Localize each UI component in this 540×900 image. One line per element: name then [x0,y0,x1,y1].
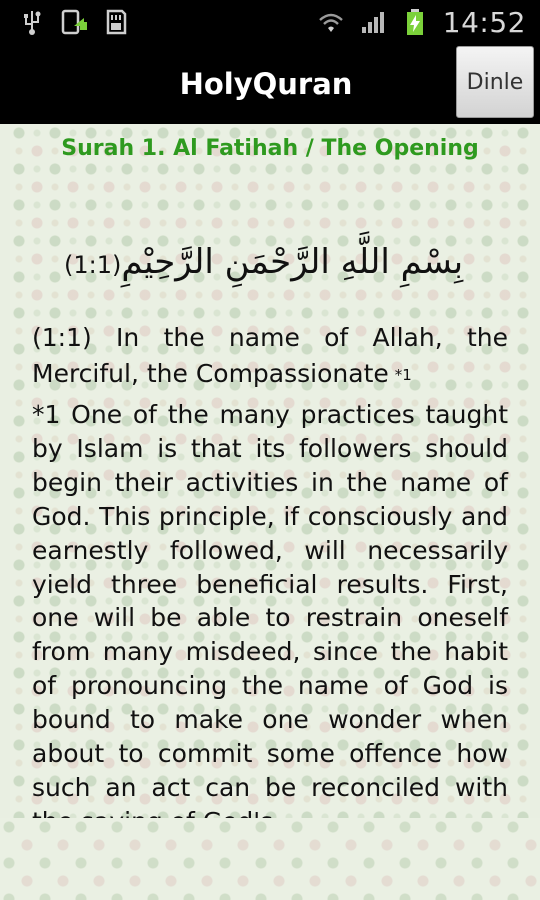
system-status [317,6,526,39]
arabic-verse-text: بِسْمِ اللَّهِ الرَّحْمَنِ الرَّحِيْمِ [121,242,464,282]
reading-pane[interactable] [10,124,530,900]
verse-number: (1:1) [64,251,122,279]
footnote-reference[interactable]: *1 [394,366,412,384]
commentary-text: *1 One of the many practices taught by Islam is that its followers should begin their activities in the name of God. This principle, if consciously and earnestly followed, will necessarily yield three beneficial results. First, one will be able to restrain oneself from many misdeed, since the habit of pronouncing the name of God is bound to make one wonder when about to commit some offence how such an act can be reconciled with [32,400,508,802]
arabic-verse [64,242,500,282]
clock: 14:52 [442,5,526,39]
translation-text: (1:1) In the name of Allah, the Merciful, the Compassionate [32,323,508,388]
app-header [0,44,540,124]
app-title: HolyQuran [179,67,353,101]
listen-button[interactable]: Dinle [456,46,534,118]
bottom-pattern [0,818,540,900]
notification-icons [18,8,130,36]
battery-charging-icon [401,8,429,36]
wifi-icon [317,8,345,36]
usb-icon [18,8,46,36]
screen-share-icon [60,8,88,36]
verse-translation [32,320,508,393]
status-bar [0,0,540,44]
surah-title: Surah 1. Al Fatihah / The Opening [61,136,479,161]
signal-icon [359,8,387,36]
sd-card-icon [102,8,130,36]
